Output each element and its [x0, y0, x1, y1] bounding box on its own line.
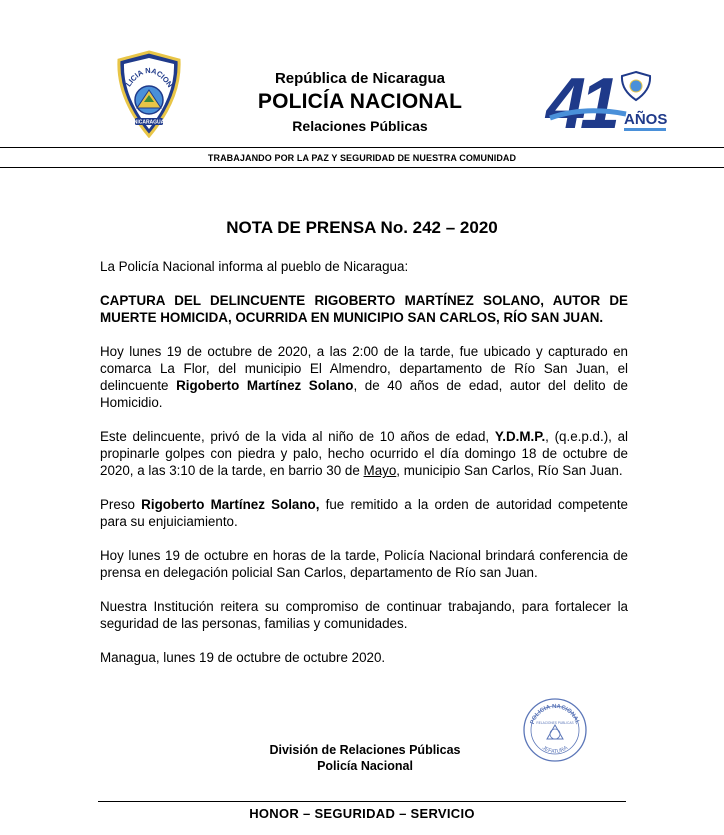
- paragraph-remitted: Preso Rigoberto Martínez Solano, fue remitido a la orden de autoridad competente para su enjuiciamiento.: [100, 497, 629, 529]
- header-divider-secondary: [0, 167, 724, 168]
- paragraph-commitment: Nuestra Institución reitera su compromiso de continuar trabajando, para fortalecer la seguridad de las personas, familias y comunidades.: [100, 599, 628, 631]
- press-release-title: NOTA DE PRENSA No. 242 – 2020: [226, 218, 498, 237]
- paragraph-capture: Hoy lunes 19 de octubre de 2020, a las 2:00 de la tarde, fue ubicado y capturado en comarca La Flor, del municipio El Almendro, departamento de Río San Juan, el delincuente Rigoberto Martínez Solano, de 40 años de edad, autor del delito de Homicidio.: [100, 344, 628, 410]
- paragraph-conference: Hoy lunes 19 de octubre en horas de la tarde, Policía Nacional brindará conferencia de prensa en delegación policial San Carlos, departamento de Río san Juan.: [100, 548, 628, 580]
- signature-organization: Policía Nacional: [317, 759, 413, 773]
- letterhead: [220, 70, 500, 135]
- place-date: Managua, lunes 19 de octubre de octubre 2020.: [100, 650, 386, 665]
- svg-text:POLICIA NACIONAL: POLICIA NACIONAL: [529, 703, 581, 726]
- police-shield-icon: [113, 50, 185, 143]
- svg-text:NICARAGUA: NICARAGUA: [133, 119, 165, 126]
- department-name: Relaciones Públicas: [292, 118, 428, 134]
- anniversary-41-icon: [544, 66, 674, 143]
- header-divider: [0, 147, 724, 148]
- intro-paragraph: La Policía Nacional informa al pueblo de Nicaragua:: [100, 259, 409, 274]
- svg-text:JEFATURA: JEFATURA: [540, 745, 570, 756]
- headline-paragraph: CAPTURA DEL DELINCUENTE RIGOBERTO MARTÍNEZ SOLANO, AUTOR DE MUERTE HOMICIDA, OCURRIDA EN MUNICIPIO SAN CARLOS, RÍO SAN JUAN.: [100, 293, 628, 325]
- country-name: República de Nicaragua: [274, 70, 446, 87]
- paragraph-crime: Este delincuente, privó de la vida al niño de 10 años de edad, Y.D.M.P., (q.e.p.d.), al propinarle golpes con piedra y palo, hecho ocurrido el día domingo 18 de octubre de 2020, a las 3:10 de la tarde, en barrio 30 de Mayo, municipio San Carlos, Río San Juan.: [100, 429, 628, 478]
- svg-text:41: 41: [546, 66, 615, 138]
- footer-divider: [98, 801, 626, 802]
- official-stamp-icon: [522, 697, 588, 768]
- organization-name: POLICÍA NACIONAL: [257, 90, 463, 113]
- svg-text:RELACIONES PUBLICAS: RELACIONES PUBLICAS: [536, 721, 574, 725]
- press-release-body: [100, 258, 628, 683]
- signature-block: [220, 742, 510, 774]
- footer-motto: HONOR – SEGURIDAD – SERVICIO: [249, 806, 475, 821]
- svg-text:POLICIA NACIONAL: LICIA NACION: [123, 65, 175, 90]
- signature-division: División de Relaciones Públicas: [269, 743, 461, 757]
- header-motto: TRABAJANDO POR LA PAZ Y SEGURIDAD DE NUESTRA COMUNIDAD: [207, 153, 517, 163]
- svg-text:AÑOS: AÑOS: [624, 111, 668, 128]
